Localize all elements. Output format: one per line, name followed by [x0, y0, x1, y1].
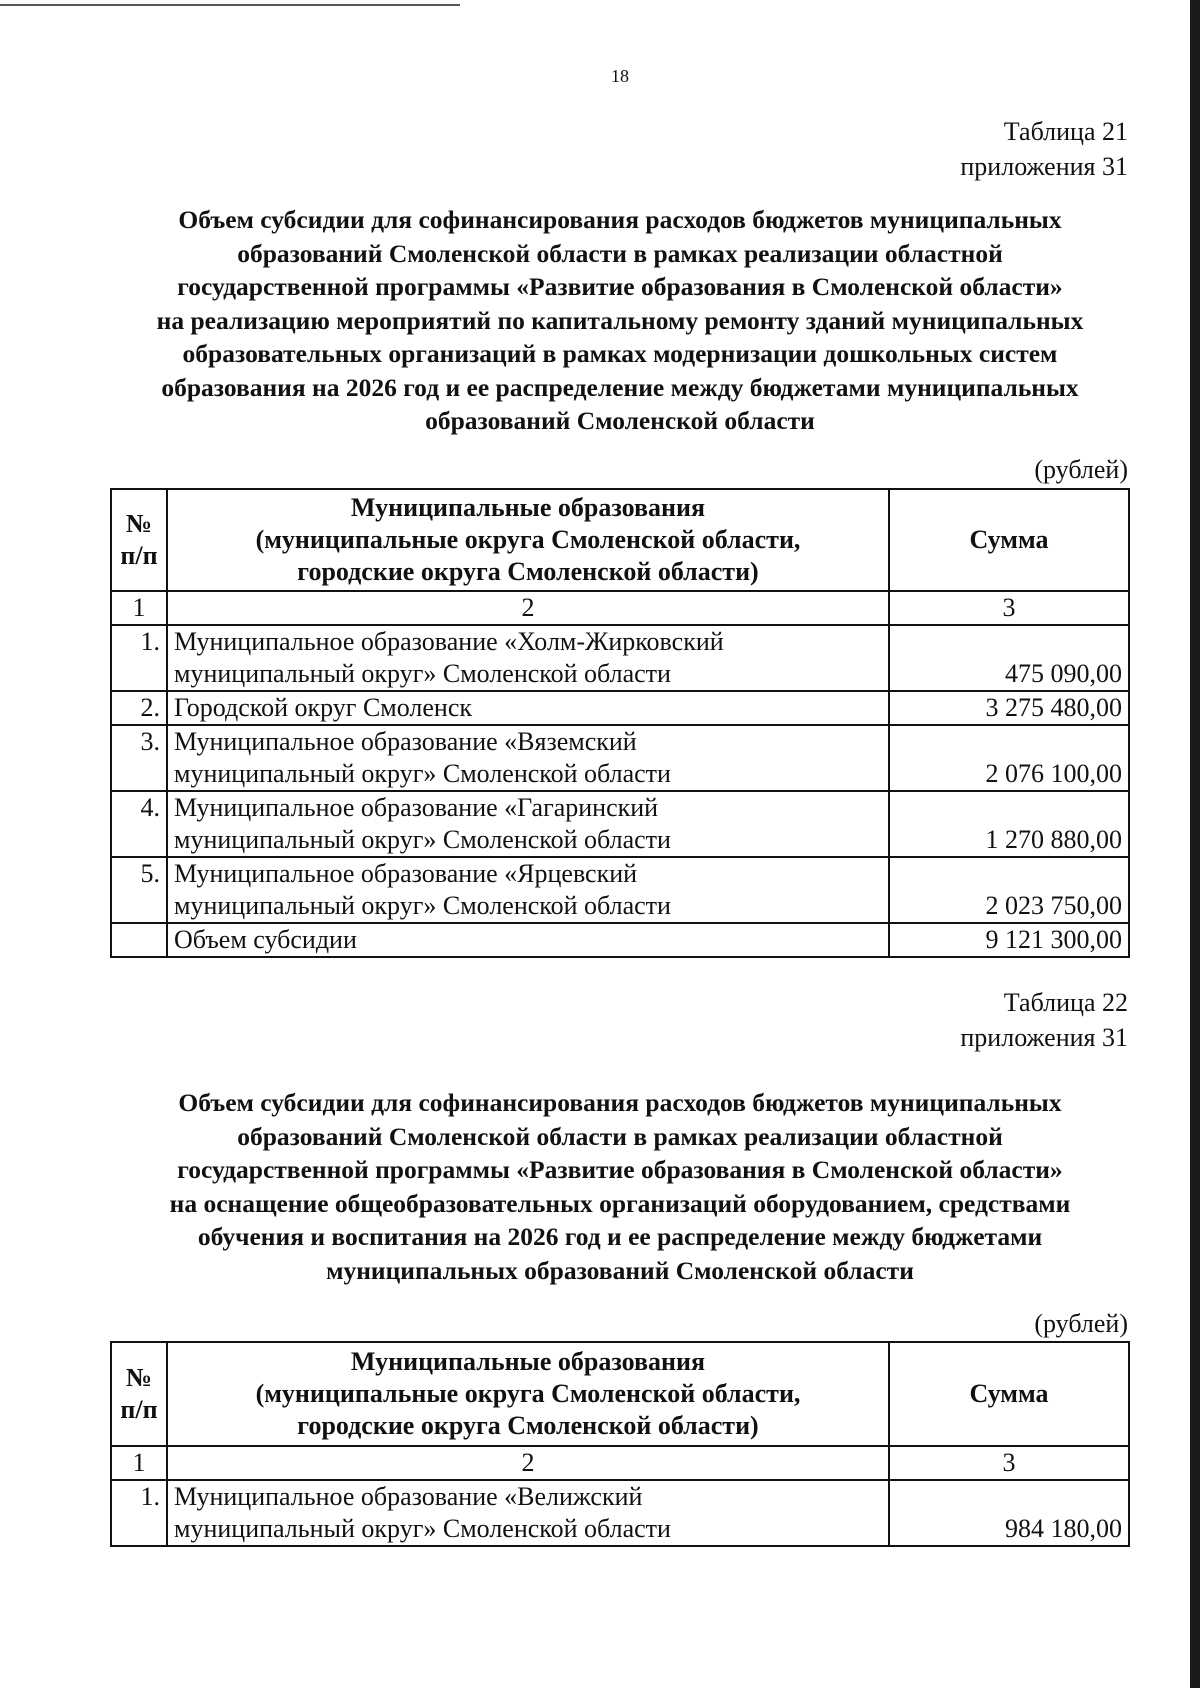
header-sum: Сумма	[889, 1342, 1129, 1446]
municipality-line: муниципальный округ» Смоленской области	[174, 825, 671, 854]
table-ref-number: Таблица 21	[1003, 117, 1128, 146]
header-municipality-line: Муниципальные образования	[350, 493, 706, 522]
header-municipality-line: городские округа Смоленской области)	[297, 1411, 759, 1440]
header-municipality-line: Муниципальные образования	[350, 1347, 706, 1376]
table-row	[111, 725, 1129, 791]
header-sum: Сумма	[889, 489, 1129, 591]
row-municipality	[167, 725, 889, 791]
table-row	[111, 691, 1129, 725]
table-row	[111, 791, 1129, 857]
total-sum: 9 121 300,00	[889, 923, 1129, 957]
title-line: Объем субсидии для софинансирования расходов бюджетов муниципальных	[178, 1088, 1062, 1117]
row-municipality	[167, 857, 889, 923]
municipality-line: муниципальный округ» Смоленской области	[174, 659, 671, 688]
municipality-line: муниципальный округ» Смоленской области	[174, 891, 671, 920]
title-line: образовательных организаций в рамках модернизации дошкольных систем	[182, 339, 1058, 368]
table-22-title	[100, 1086, 1140, 1287]
column-index: 3	[889, 591, 1129, 625]
title-line: образований Смоленской области в рамках реализации областной	[237, 238, 1003, 268]
row-municipality	[167, 791, 889, 857]
municipality-line: Муниципальное образование «Велижский	[174, 1482, 643, 1511]
scan-artifact-line	[0, 4, 460, 6]
header-municipality-line: городские округа Смоленской области)	[297, 557, 759, 586]
row-number: 1.	[111, 625, 167, 691]
municipality-line: Муниципальное образование «Холм-Жирковский	[174, 627, 724, 656]
column-index-row	[111, 591, 1129, 625]
table-header-row	[111, 1342, 1129, 1446]
column-index-row	[111, 1446, 1129, 1480]
total-row	[111, 923, 1129, 957]
total-label: Объем субсидии	[167, 923, 889, 957]
row-municipality	[167, 1480, 889, 1546]
column-index: 2	[167, 591, 889, 625]
row-sum: 2 023 750,00	[889, 857, 1129, 923]
header-number-sign: №	[125, 509, 153, 538]
scan-artifact-edge	[1190, 0, 1200, 1688]
row-sum: 475 090,00	[889, 625, 1129, 691]
table-22-reference	[960, 985, 1128, 1055]
title-line: Объем субсидии для софинансирования расходов бюджетов муниципальных	[178, 205, 1062, 234]
title-line: муниципальных образований Смоленской области	[326, 1255, 914, 1285]
row-number: 4.	[111, 791, 167, 857]
table-row	[111, 1480, 1129, 1546]
header-municipality-line: (муниципальные округа Смоленской области,	[255, 1379, 801, 1408]
title-line: на реализацию мероприятий по капитальному ремонту зданий муниципальных	[156, 305, 1084, 335]
table-header-row	[111, 489, 1129, 591]
title-line: образования на 2026 год и ее распределение между бюджетами муниципальных	[161, 372, 1079, 402]
subsidy-table-22	[110, 1341, 1130, 1547]
header-number	[111, 1342, 167, 1446]
row-municipality	[167, 625, 889, 691]
subsidy-table-21	[110, 488, 1130, 958]
column-index: 1	[111, 1446, 167, 1480]
page-number: 18	[611, 66, 629, 86]
table-ref-number: Таблица 22	[1003, 988, 1128, 1017]
row-municipality	[167, 691, 889, 725]
row-sum: 984 180,00	[889, 1480, 1129, 1546]
row-sum: 3 275 480,00	[889, 691, 1129, 725]
table-21-title	[100, 203, 1140, 438]
municipality-line: муниципальный округ» Смоленской области	[174, 759, 671, 788]
header-municipality	[167, 489, 889, 591]
municipality-line: Муниципальное образование «Гагаринский	[174, 793, 659, 822]
header-number-abbr: п/п	[120, 1395, 158, 1424]
column-index: 3	[889, 1446, 1129, 1480]
municipality-line: муниципальный округ» Смоленской области	[174, 1514, 671, 1543]
row-number: 1.	[111, 1480, 167, 1546]
title-line: образований Смоленской области	[425, 406, 815, 435]
header-municipality-line: (муниципальные округа Смоленской области,	[255, 525, 801, 554]
title-line: государственной программы «Развитие образования в Смоленской области»	[177, 1155, 1063, 1184]
row-number: 5.	[111, 857, 167, 923]
table-row	[111, 625, 1129, 691]
title-line: обучения и воспитания на 2026 год и ее распределение между бюджетами	[197, 1222, 1043, 1251]
column-index: 1	[111, 591, 167, 625]
header-number	[111, 489, 167, 591]
header-number-sign: №	[125, 1363, 153, 1392]
unit-label: (рублей)	[1034, 1309, 1128, 1338]
row-number: 3.	[111, 725, 167, 791]
table-21-reference	[960, 114, 1128, 184]
column-index: 2	[167, 1446, 889, 1480]
total-number-empty	[111, 923, 167, 957]
municipality-line: Городской округ Смоленск	[174, 693, 472, 722]
municipality-line: Муниципальное образование «Вяземский	[174, 727, 637, 756]
header-municipality	[167, 1342, 889, 1446]
row-sum: 2 076 100,00	[889, 725, 1129, 791]
municipality-line: Муниципальное образование «Ярцевский	[174, 859, 638, 888]
title-line: образований Смоленской области в рамках реализации областной	[237, 1121, 1003, 1151]
title-line: на оснащение общеобразовательных организаций оборудованием, средствами	[169, 1188, 1071, 1218]
title-line: государственной программы «Развитие образования в Смоленской области»	[177, 272, 1063, 301]
unit-label: (рублей)	[1034, 455, 1128, 484]
header-number-abbr: п/п	[120, 541, 158, 570]
table-row	[111, 857, 1129, 923]
row-sum: 1 270 880,00	[889, 791, 1129, 857]
table-ref-appendix: приложения 31	[960, 152, 1128, 181]
row-number: 2.	[111, 691, 167, 725]
table-ref-appendix: приложения 31	[960, 1023, 1128, 1052]
